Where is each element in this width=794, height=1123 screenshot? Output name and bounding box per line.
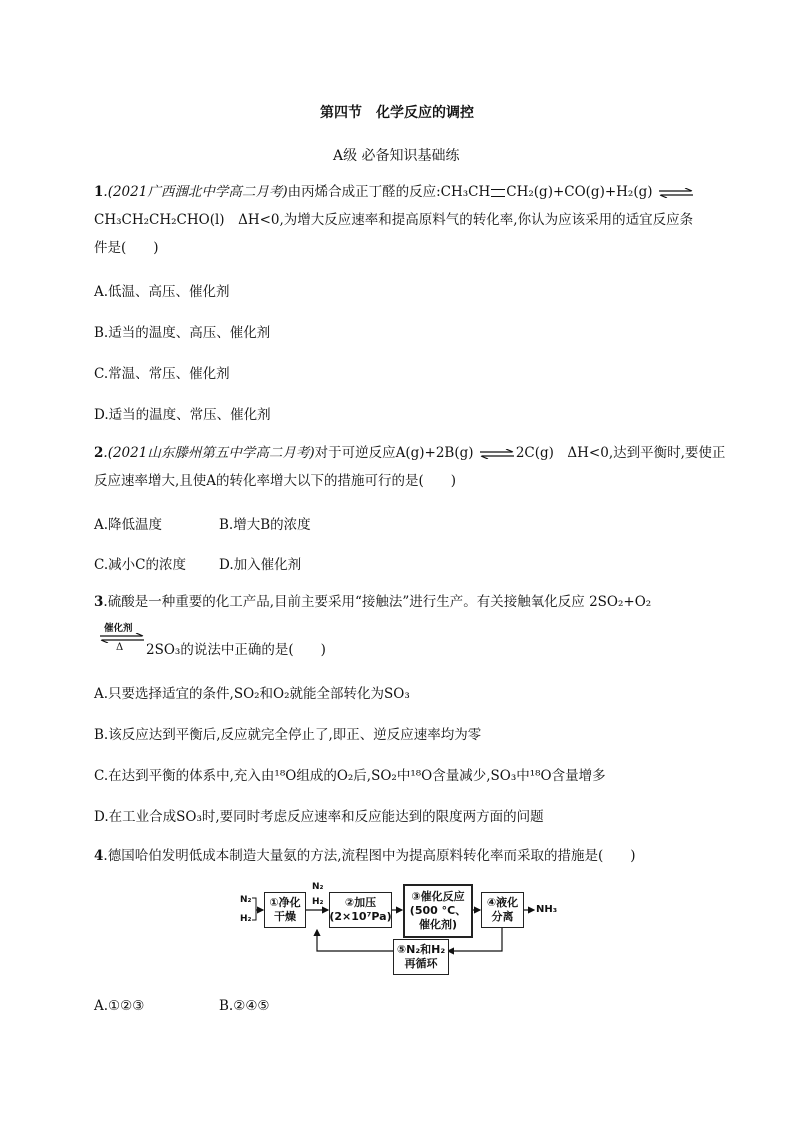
q2-number: 2 xyxy=(94,445,104,461)
box5-line1: ⑤N₂和H₂ xyxy=(396,943,446,956)
box2-line1: ②加压 xyxy=(344,896,377,909)
q2-stem-part1: 对于可逆反应A(g)+2B(g) xyxy=(314,445,474,461)
reversible-arrow-icon xyxy=(478,449,516,459)
q3-option-d: D.在工业合成SO₃时,要同时考虑反应速率和反应能达到的限度两方面的问题 xyxy=(94,809,544,825)
mid-n2-label: N₂ xyxy=(312,882,324,892)
q1-source: .(2021广西涠北中学高二月考) xyxy=(103,184,288,200)
box3-line1: ③催化反应 xyxy=(411,890,465,903)
q3-option-a: A.只要选择适宜的条件,SO₂和O₂就能全部转化为SO₃ xyxy=(94,686,410,702)
flow-box-purify-dry xyxy=(264,892,306,928)
q1-option-a: A.低温、高压、催化剂 xyxy=(94,284,230,300)
q2-option-d: D.加入催化剂 xyxy=(219,557,302,573)
q2-option-a: A.降低温度 xyxy=(94,517,163,533)
box2-line2: (2×10⁷Pa) xyxy=(329,910,392,923)
box4-line2: 分离 xyxy=(491,910,514,923)
box1-line2: 干燥 xyxy=(274,910,296,923)
q3-number: 3 xyxy=(94,594,104,610)
box4-line1: ④液化 xyxy=(486,896,519,909)
q2-source: .(2021山东滕州第五中学高二月考) xyxy=(103,445,315,461)
q1-option-d: D.适当的温度、常压、催化剂 xyxy=(94,407,271,423)
q2-line1 xyxy=(94,443,725,463)
double-bond-icon xyxy=(491,189,505,197)
q3-line1 xyxy=(94,592,651,612)
q4-number: 4 xyxy=(94,848,104,864)
q1-option-b: B.适当的温度、高压、催化剂 xyxy=(94,325,271,341)
q4-line1 xyxy=(94,846,636,866)
q2-option-c: C.减小C的浓度 xyxy=(94,557,186,573)
q1-line2: CH₃CH₂CH₂CHO(l) ΔH<0,为增大反应速率和提高原料气的转化率,你认为应该采用的适宜反应条 xyxy=(94,212,694,228)
box3-line2: (500 °C、 xyxy=(409,904,467,917)
flow-box-liquefy-separate xyxy=(481,892,524,928)
catalyst-label: 催化剂 xyxy=(104,623,133,634)
q1-line1 xyxy=(94,182,695,202)
q4-option-a: A.①②③ xyxy=(94,998,145,1014)
q2-line2: 反应速率增大,且使A的转化率增大以下的措施可行的是( ) xyxy=(94,473,457,489)
page-title: 第四节 化学反应的调控 xyxy=(320,105,474,121)
q1-number: 1 xyxy=(94,184,104,200)
input-n2-label: N₂ xyxy=(240,895,252,905)
box1-line1: ①净化 xyxy=(269,896,301,909)
flow-box-catalytic-reaction xyxy=(403,884,473,938)
input-h2-label: H₂ xyxy=(240,914,252,924)
input-bracket-icon xyxy=(252,897,258,921)
reversible-arrow-icon xyxy=(657,188,695,198)
q3-option-b: B.该反应达到平衡后,反应就完全停止了,即正、逆反应速率均为零 xyxy=(94,727,482,743)
box5-line2: 再循环 xyxy=(404,957,438,970)
box3-line3: 催化剂) xyxy=(418,918,458,931)
heat-label: Δ xyxy=(116,642,124,653)
q2-option-b: B.增大B的浓度 xyxy=(219,517,311,533)
q1-option-c: C.常温、常压、催化剂 xyxy=(94,366,230,382)
mid-h2-label: H₂ xyxy=(312,897,324,907)
q4-option-b: B.②④⑤ xyxy=(219,998,270,1014)
q1-stem-part2: CH₂(g)+CO(g)+H₂(g) xyxy=(506,184,653,200)
q3-stem-part1: .硫酸是一种重要的化工产品,目前主要采用“接触法”进行生产。有关接触氧化反应 2SO₂+O₂ xyxy=(103,594,652,610)
flow-box-recycle xyxy=(393,939,449,975)
q3-option-c: C.在达到平衡的体系中,充入由¹⁸O组成的O₂后,SO₂中¹⁸O含量减少,SO₃中¹⁸O含量增多 xyxy=(94,768,606,784)
flow-box-pressurize xyxy=(329,892,392,928)
q4-stem: .德国哈伯发明低成本制造大量氨的方法,流程图中为提高原料转化率而采取的措施是( ) xyxy=(103,848,636,864)
q3-line2: 2SO₃的说法中正确的是( ) xyxy=(146,642,326,658)
q3-condition-arrow xyxy=(98,620,146,654)
q2-stem-part2: 2C(g) ΔH<0,达到平衡时,要使正 xyxy=(515,445,726,461)
q1-line3: 件是( ) xyxy=(94,240,159,256)
output-nh3-label: NH₃ xyxy=(536,904,558,915)
q1-stem-part1: 由丙烯合成正丁醛的反应:CH₃CH xyxy=(287,184,491,200)
section-level-heading: A级 必备知识基础练 xyxy=(333,148,460,164)
